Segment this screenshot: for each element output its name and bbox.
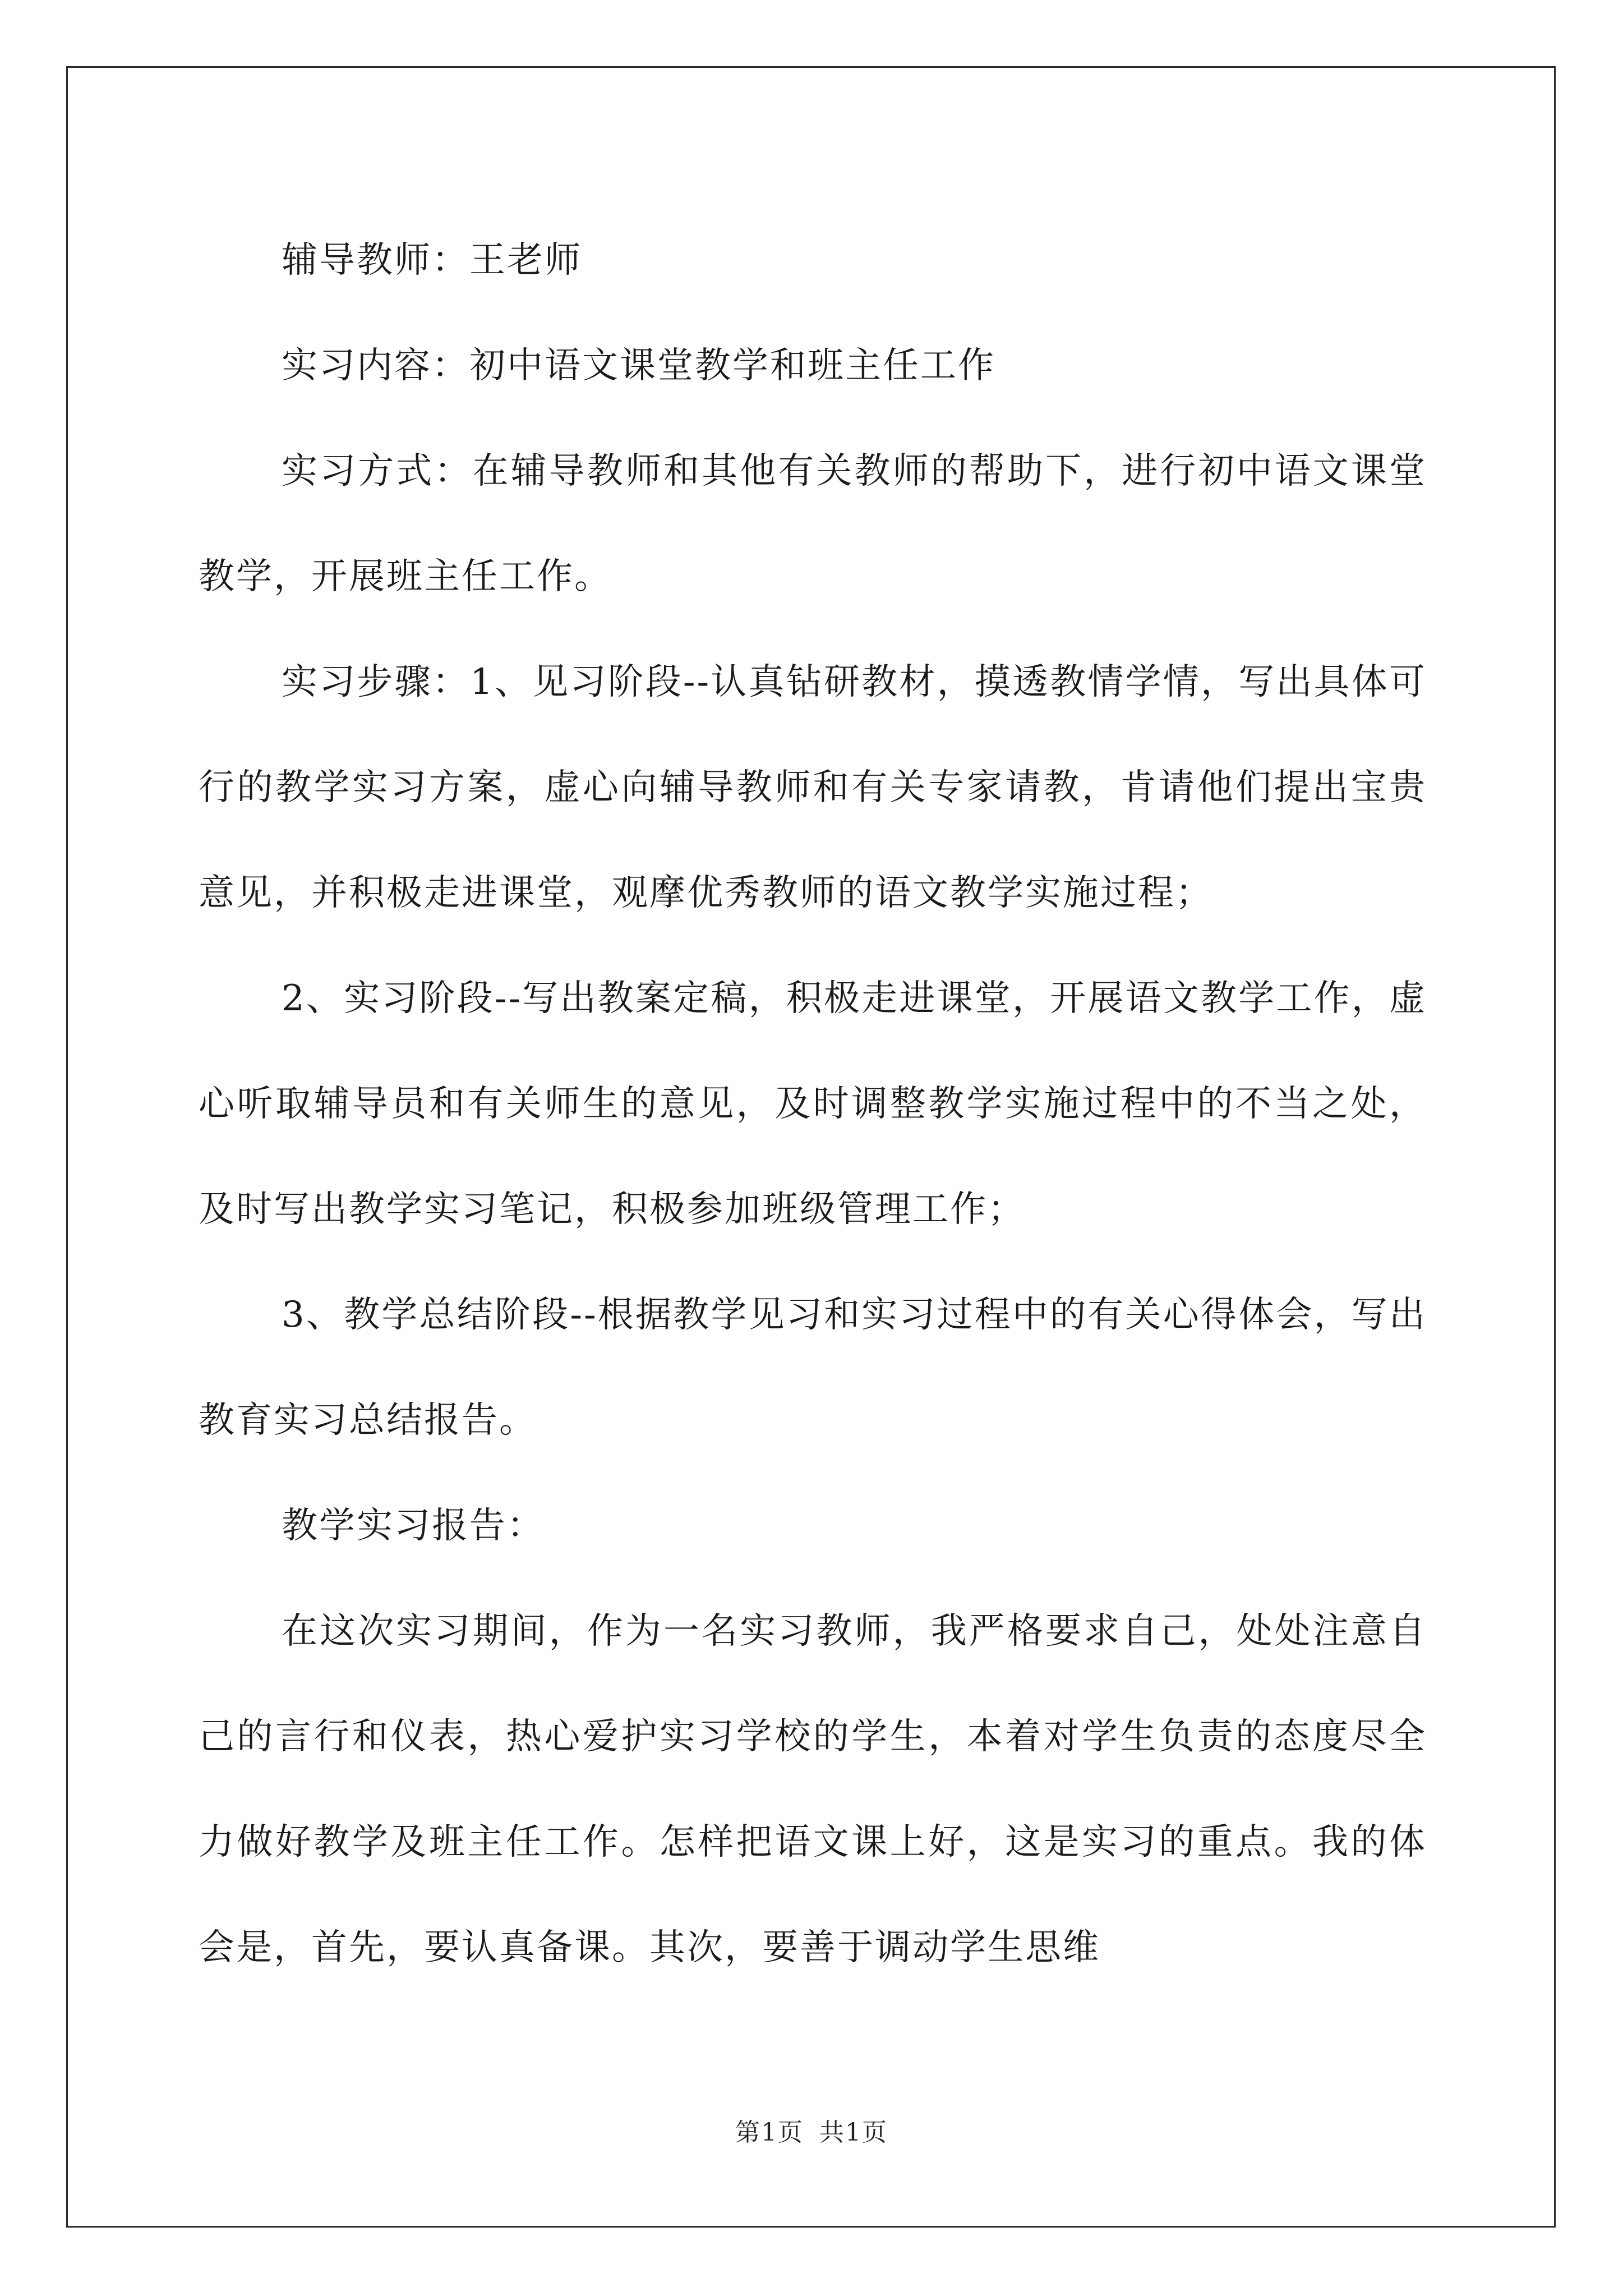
page-footer xyxy=(0,2112,1623,2148)
paragraph-step-2: 2、实习阶段--写出教案定稿，积极走进课堂，开展语文教学工作，虚心听取辅导员和有关师生的意见，及时调整教学实施过程中的不当之处，及时写出教学实习笔记，积极参加班级管理工作； xyxy=(199,978,1427,1230)
page-number: 第1页 xyxy=(735,2118,804,2147)
paragraph-steps: 实习步骤：1、见习阶段--认真钻研教材，摸透教情学情，写出具体可行的教学实习方案，虚心向辅导教师和有关专家请教，肯请他们提出宝贵意见，并积极走进课堂，观摩优秀教师的语文教学实施过程； xyxy=(199,661,1427,914)
paragraph-report-heading: 教学实习报告： xyxy=(282,1505,545,1547)
page-total: 共1页 xyxy=(819,2118,888,2147)
document-body xyxy=(199,208,1427,2000)
paragraph-report-body: 在这次实习期间，作为一名实习教师，我严格要求自己，处处注意自己的言行和仪表，热心爱护实习学校的学生，本着对学生负责的态度尽全力做好教学及班主任工作。怎样把语文课上好，这是实习的重点。我的体会是，首先，要认真备课。其次，要善于调动学生思维 xyxy=(199,1611,1427,1968)
paragraph-content: 实习内容：初中语文课堂教学和班主任工作 xyxy=(282,345,995,386)
paragraph-step-3: 3、教学总结阶段--根据教学见习和实习过程中的有关心得体会，写出教育实习总结报告。 xyxy=(199,1294,1427,1441)
paragraph-tutor: 辅导教师：王老师 xyxy=(282,240,582,281)
paragraph-method: 实习方式：在辅导教师和其他有关教师的帮助下，进行初中语文课堂教学，开展班主任工作。 xyxy=(199,450,1427,597)
